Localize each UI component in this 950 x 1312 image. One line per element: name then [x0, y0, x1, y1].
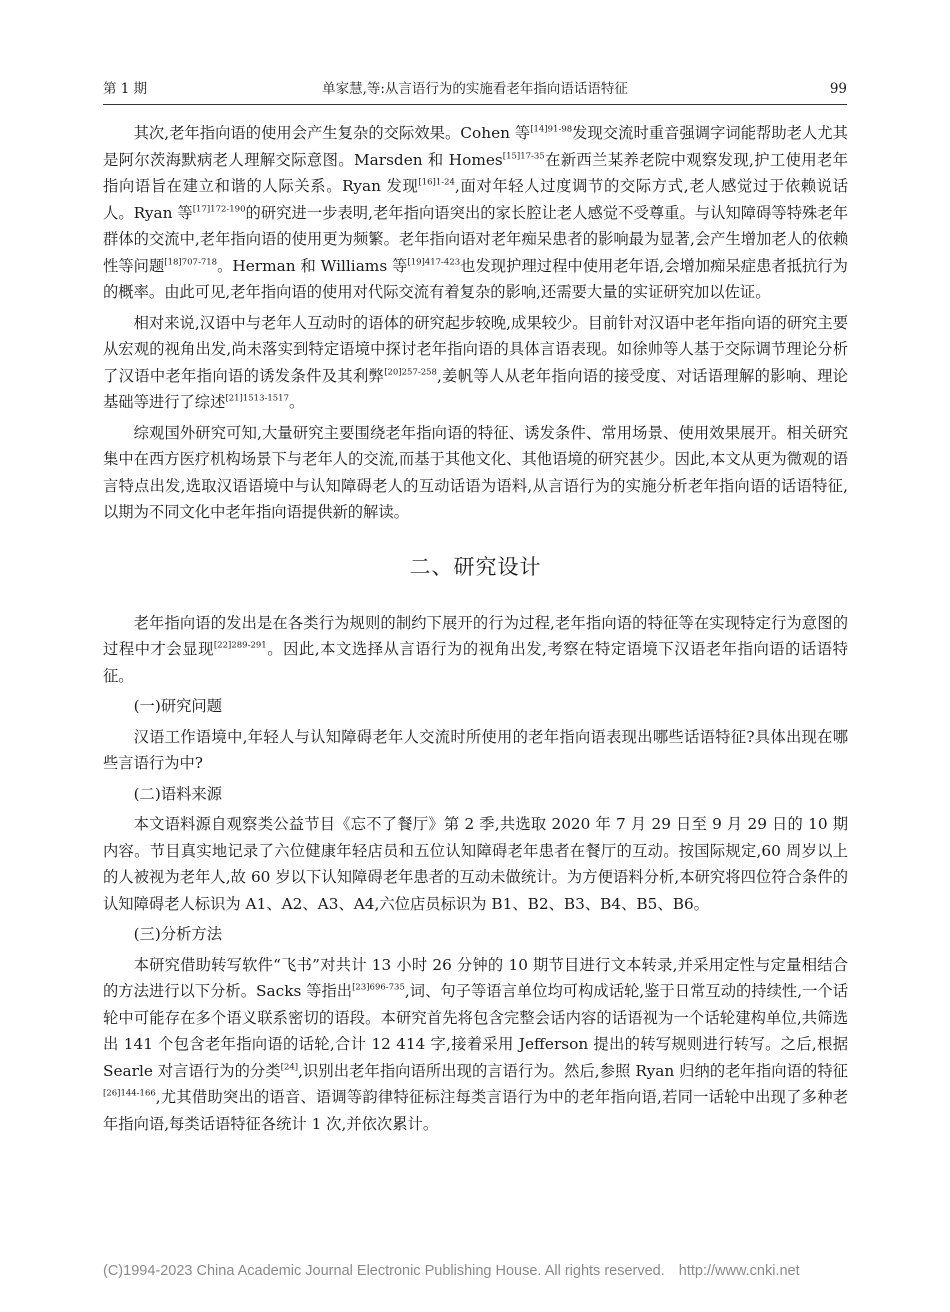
citation-ref[interactable]: [19]417-423	[407, 257, 461, 268]
section-title: 二、研究设计	[409, 554, 542, 579]
text-run: ,姜帆等人从老年指向语的接受度、对话语理解的影响、理论基础等进行了综述	[103, 366, 848, 411]
paragraph-effects	[103, 120, 848, 306]
text-run: 。因此,本文选择从言语行为的视角出发,考察在特定语境下汉语老年指向语的话语特征。	[103, 640, 848, 685]
paragraph-research-question	[103, 724, 848, 777]
citation-ref[interactable]: [15]17-35	[502, 151, 545, 162]
paragraph-design-intro	[103, 610, 848, 690]
citation-ref[interactable]: [16]1-24	[418, 177, 455, 188]
running-title: 单家慧,等:从言语行为的实施看老年指向语话语特征	[322, 81, 628, 97]
text-run: 综观国外研究可知,大量研究主要围绕老年指向语的特征、诱发条件、常用场景、使用效果展开。相关研究集中在西方医疗机构场景下与老年人的交流,而基于其他文化、其他语境的研究甚少。因此,本文从更为微观的语言特点出发,选取汉语语境中与认知障碍老人的互动话语为语料,从言语行为的实施分析老年指向语的话语特征,以期为不同文化中老年指向语提供新的解读。	[103, 423, 848, 521]
text-run: 在新西兰某养老院中观察发现,护工使用老年指向语旨在建立和谐的人际关系。Ryan 发现	[103, 150, 848, 195]
copyright-footer	[103, 1263, 847, 1279]
paragraph-method	[103, 952, 848, 1138]
paragraph-summary	[103, 420, 848, 526]
copyright-text: (C)1994-2023 China Academic Journal Electronic Publishing House. All rights reserved.	[103, 1263, 665, 1279]
text-run: ,面对年轻人过度调节的交际方式,老人感觉过于依赖说话人。Ryan 等	[103, 177, 848, 222]
citation-ref[interactable]: [24]	[280, 1062, 299, 1073]
subheading-data-source: (二)语料来源	[133, 784, 223, 803]
cnki-link[interactable]: http://www.cnki.net	[678, 1263, 800, 1279]
running-header	[103, 78, 847, 100]
citation-ref[interactable]: [18]707-718	[164, 257, 218, 268]
citation-ref[interactable]: [21]1513-1517	[225, 393, 289, 404]
text-run: 。Herman 和 Williams 等	[217, 256, 408, 275]
article-body	[103, 120, 848, 1141]
text-run: ,词、句子等语言单位均可构成话轮,鉴于日常互动的持续性,一个话轮中可能存在多个语义联系密切的语段。本研究首先将包含完整会话内容的话语视为一个话轮建构单位,共筛选出 141 个包含老年指向语的话轮,合计 12 414 字,接着采用 Jefferson 提出的转写规则进行转写。之后,根据 Searle 对言语行为的分类	[103, 982, 848, 1080]
issue-label: 第 1 期	[103, 81, 148, 97]
text-run: 本研究借助转写软件“飞书”对共计 13 小时 26 分钟的 10 期节目进行文本转录,并采用定性与定量相结合的方法进行以下分析。Sacks 等指出	[103, 955, 848, 1000]
citation-ref[interactable]: [23]696-735	[352, 982, 405, 993]
text-run: 本文语料源自观察类公益节目《忘不了餐厅》第 2 季,共选取 2020 年 7 月 29 日至 9 月 29 日的 10 期内容。节目真实地记录了六位健康年轻店员和五位认知障碍老年患者在餐厅的互动。按国际规定,60 周岁以上的人被视为老年人,故 60 岁以下认知障碍老年患者的互动未做统计。为方便语料分析,本研究将四位符合条件的认知障碍老人标识为 A1、A2、A3、A4,六位店员标识为 B1、B2、B3、B4、B5、B6。	[103, 815, 848, 913]
text-run: 。	[288, 393, 305, 411]
page-number: 99	[829, 81, 847, 97]
text-run: 发现交流时重音强调字词能帮助老人尤其是阿尔茨海默病老人理解交际意图。Marsden 和 Homes	[103, 124, 848, 169]
paragraph-data-source	[103, 811, 848, 917]
paragraph-chinese-research	[103, 310, 848, 416]
subheading-research-question: (一)研究问题	[133, 697, 223, 715]
header-rule	[103, 104, 847, 105]
text-run: 其次,老年指向语的使用会产生复杂的交际效果。Cohen 等	[133, 124, 531, 142]
text-run: 汉语工作语境中,年轻人与认知障碍老年人交流时所使用的老年指向语表现出哪些话语特征?具体出现在哪些言语行为中?	[103, 727, 848, 772]
citation-ref[interactable]: [14]91-98	[530, 124, 573, 135]
citation-ref[interactable]: [17]172-190	[192, 204, 246, 215]
citation-ref[interactable]: [26]144-166	[103, 1088, 156, 1099]
text-run: 老年指向语的发出是在各类行为规则的制约下展开的行为过程,老年指向语的特征等在实现特定行为意图的过程中才会显现	[103, 613, 848, 658]
citation-ref[interactable]: [20]257-258	[384, 367, 437, 378]
text-run: ,识别出老年指向语所出现的言语行为。然后,参照 Ryan 归纳的老年指向语的特征	[298, 1061, 848, 1080]
subheading-method: (三)分析方法	[133, 925, 223, 943]
text-run: 相对来说,汉语中与老年人互动时的语体的研究起步较晚,成果较少。目前针对汉语中老年指向语的研究主要从宏观的视角出发,尚未落实到特定语境中探讨老年指向语的具体言语表现。如徐帅等人基于交际调节理论分析了汉语中老年指向语的诱发条件及其利弊	[103, 313, 848, 385]
text-run: 也发现护理过程中使用老年语,会增加痴呆症患者抵抗行为的概率。由此可见,老年指向语的使用对代际交流有着复杂的影响,还需要大量的实证研究加以佐证。	[103, 256, 848, 301]
citation-ref[interactable]: [22]289-291	[213, 640, 267, 651]
text-run: 的研究进一步表明,老年指向语突出的家长腔让老人感觉不受尊重。与认知障碍等特殊老年群体的交流中,老年指向语的使用更为频繁。老年指向语对老年痴呆患者的影响最为显著,会产生增加老人的依赖性等问题	[103, 203, 848, 275]
text-run: ,尤其借助突出的语音、语调等韵律特征标注每类言语行为中的老年指向语,若同一话轮中出现了多种老年指向语,每类话语特征各统计 1 次,并依次累计。	[103, 1088, 848, 1133]
